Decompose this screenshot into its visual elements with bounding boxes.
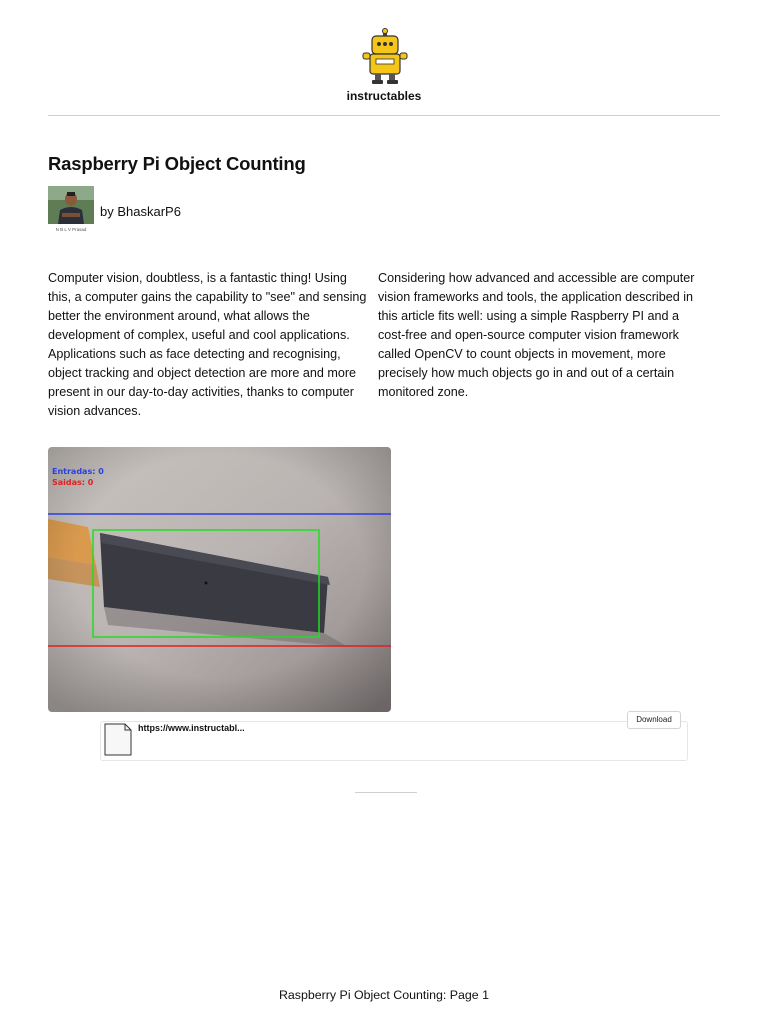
instructables-robot-icon (362, 28, 408, 86)
attachment-file-name[interactable]: https://www.instructabl... (138, 723, 245, 733)
exits-counter: Saidas: 0 (52, 478, 94, 487)
document-icon (104, 723, 132, 756)
page-footer: Raspberry Pi Object Counting: Page 1 (278, 988, 490, 1002)
entries-counter: Entradas: 0 (52, 467, 104, 476)
author-byline[interactable]: by BhaskarP6 (100, 204, 181, 219)
header-divider (48, 115, 720, 116)
intro-paragraph-right: Considering how advanced and accessible are computer vision frameworks and tools, the application described in this article fits well: using a simple Raspberry PI and a cost-free and open-source computer vision framework called OpenCV to count objects in movement, more precisely how much objects go in and out of a certain monitored zone. (378, 271, 695, 399)
download-button[interactable]: Download (627, 711, 681, 729)
page-title: Raspberry Pi Object Counting (48, 153, 306, 174)
avatar-caption: N B L V Prasad (55, 227, 87, 232)
author-avatar[interactable] (48, 186, 94, 224)
brand-name[interactable]: instructables (346, 89, 422, 103)
camera-frame (48, 447, 391, 712)
object-counting-camera-image[interactable] (48, 447, 391, 712)
section-divider (355, 792, 417, 793)
intro-paragraph-left: Computer vision, doubtless, is a fantastic thing! Using this, a computer gains the capability to "see" and sensing better the environment around, what allows the development of complex, useful and cool applications. Applications such as face detecting and recognising, object tracking and object detection are more and more present in our day-to-day activities, thanks to computer vision advances. (48, 271, 367, 418)
object-centroid (205, 582, 208, 585)
